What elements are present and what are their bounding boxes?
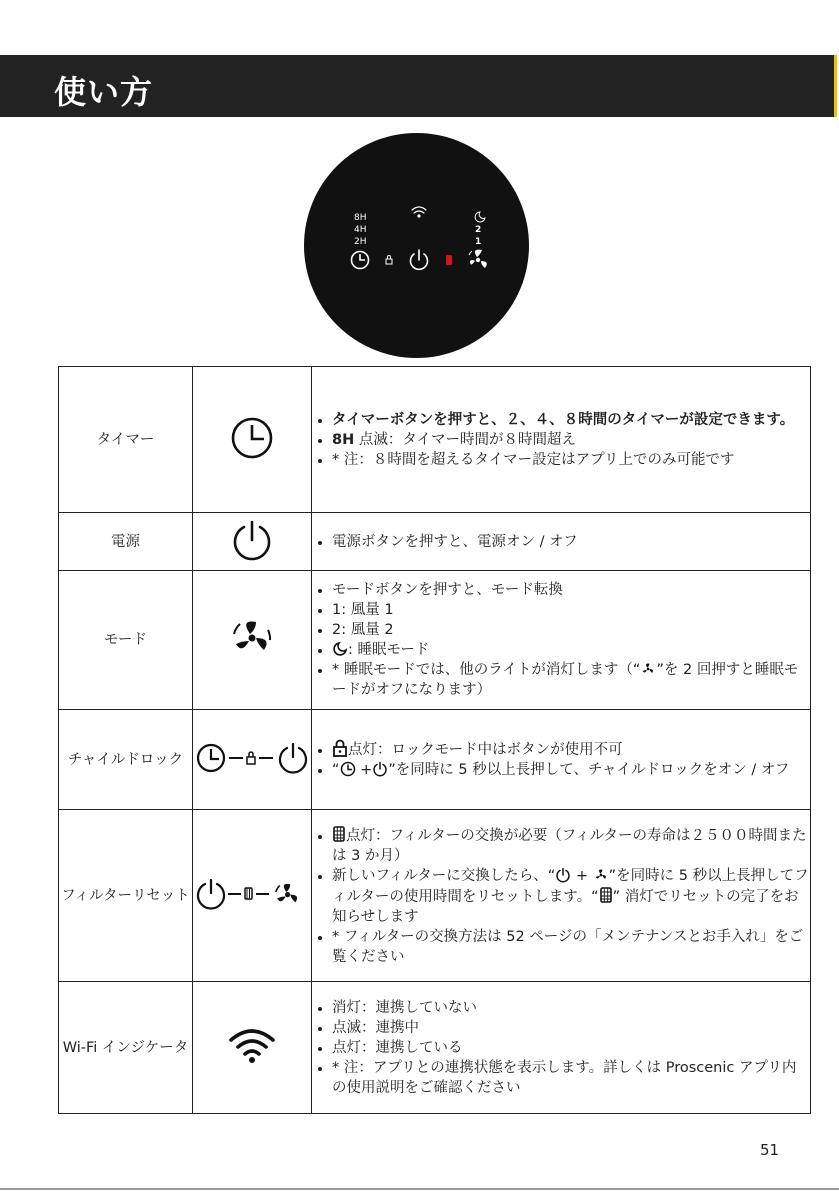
timer-item-2: 点滅：タイマー時間が８時間超え bbox=[358, 431, 577, 448]
fan-icon-inline bbox=[593, 867, 609, 883]
lock-item-2plus: + bbox=[360, 762, 373, 778]
control-panel-image bbox=[304, 133, 529, 358]
row-timer bbox=[59, 367, 811, 513]
panel-timer-4h: 4H bbox=[354, 225, 367, 235]
page-title: 使い方 bbox=[54, 73, 154, 111]
timer-icon-inline bbox=[340, 761, 356, 777]
row-name-lock: チャイルドロック bbox=[59, 710, 193, 810]
timer-item-1: • タイマーボタンを押すと、２、４、８時間のタイマーが設定できます。 bbox=[332, 410, 810, 430]
filter-item-3: • * フィルターの交換方法は 52 ページの「メンテナンスとお手入れ」をご覧ください bbox=[332, 927, 810, 967]
wifi-item-3: • 点灯：連携している bbox=[332, 1038, 810, 1058]
panel-mode-1: 1 bbox=[475, 237, 482, 247]
mode-item-1: • モードボタンを押すと、モード転換 bbox=[332, 580, 810, 600]
row-child-lock bbox=[59, 710, 811, 810]
panel-sleep-icon bbox=[475, 212, 485, 222]
power-icon-inline bbox=[372, 761, 388, 777]
panel-timer-8h: 8H bbox=[354, 213, 367, 223]
page-number: 51 bbox=[760, 1141, 780, 1159]
filter-item-1: 点灯：フィルターの交換が必要（フィルターの寿命は２５００時間または 3 か月） bbox=[332, 827, 807, 864]
row-name-mode: モード bbox=[59, 571, 193, 710]
row-filter-reset bbox=[59, 810, 811, 982]
lock-icon bbox=[332, 739, 348, 757]
panel-lock-icon bbox=[386, 256, 392, 265]
wifi-item-1: • 消灯：連携していない bbox=[332, 998, 810, 1018]
timer-item-3: • * 注：８時間を超えるタイマー設定はアプリ上でのみ可能です bbox=[332, 450, 810, 470]
filter-icon bbox=[332, 825, 346, 843]
lock-item-1: 点灯：ロックモード中はボタンが使用不可 bbox=[348, 742, 623, 758]
filter-item-2b: ”を同時に 5 秒以上長押してフィルターの使用時間をリセットします。“ bbox=[332, 867, 809, 905]
row-name-wifi: Wi-Fi インジケータ bbox=[59, 982, 193, 1114]
mode-note-b: ”を 2 回押すと睡眠モードがオフになります） bbox=[332, 662, 799, 698]
filter-item-2a: 新しいフィルターに交換したら、“ bbox=[332, 867, 556, 884]
panel-mode-2: 2 bbox=[475, 225, 482, 235]
child-lock-combo-icon bbox=[195, 741, 309, 775]
timer-8h-label: 8H bbox=[332, 431, 355, 448]
filter-item-2c: ” 消灯でリセットの完了をお知らせします bbox=[332, 888, 799, 925]
panel-timer-icon bbox=[352, 252, 369, 269]
row-wifi bbox=[59, 982, 811, 1114]
bottom-rule bbox=[0, 1188, 839, 1190]
panel-fan-icon bbox=[469, 250, 487, 268]
mode-note-a: * 睡眠モードでは、他のライトが消灯します（“ bbox=[332, 662, 641, 678]
row-power bbox=[59, 513, 811, 571]
row-mode bbox=[59, 571, 811, 710]
filter-icon-inline bbox=[599, 886, 613, 904]
panel-wifi-icon bbox=[412, 207, 426, 217]
header-banner bbox=[0, 55, 837, 117]
function-table bbox=[58, 366, 811, 1114]
power-item-1: • 電源ボタンを押すと、電源オン / オフ bbox=[332, 532, 810, 552]
row-name-power: 電源 bbox=[59, 513, 193, 571]
fan-icon bbox=[228, 614, 276, 662]
sleep-icon bbox=[332, 641, 348, 657]
fan-icon-inline bbox=[640, 661, 656, 677]
row-name-filter: フィルターリセット bbox=[59, 810, 193, 982]
filter-item-2plus: + bbox=[575, 867, 589, 884]
panel-filter-icon bbox=[446, 255, 452, 265]
power-icon-inline bbox=[555, 867, 571, 883]
lock-item-2a: “ bbox=[332, 762, 340, 778]
lock-item-2b: ”を同時に 5 秒以上長押して、チャイルドロックをオン / オフ bbox=[388, 762, 790, 778]
panel-timer-2h: 2H bbox=[354, 237, 367, 247]
timer-icon bbox=[230, 416, 274, 460]
mode-item-4: : 睡眠モード bbox=[348, 642, 430, 658]
row-name-timer: タイマー bbox=[59, 367, 193, 513]
wifi-icon bbox=[227, 1026, 277, 1066]
mode-item-2: • 1: 風量 1 bbox=[332, 600, 810, 620]
wifi-item-4: • * 注：アプリとの連携状態を表示します。詳しくは Proscenic アプリ内の使用説明をご確認ください bbox=[332, 1058, 810, 1098]
panel-power-icon bbox=[411, 250, 428, 269]
mode-item-3: • 2: 風量 2 bbox=[332, 620, 810, 640]
wifi-item-2: • 点滅：連携中 bbox=[332, 1018, 810, 1038]
filter-reset-combo-icon bbox=[195, 876, 309, 912]
power-icon bbox=[230, 518, 274, 562]
